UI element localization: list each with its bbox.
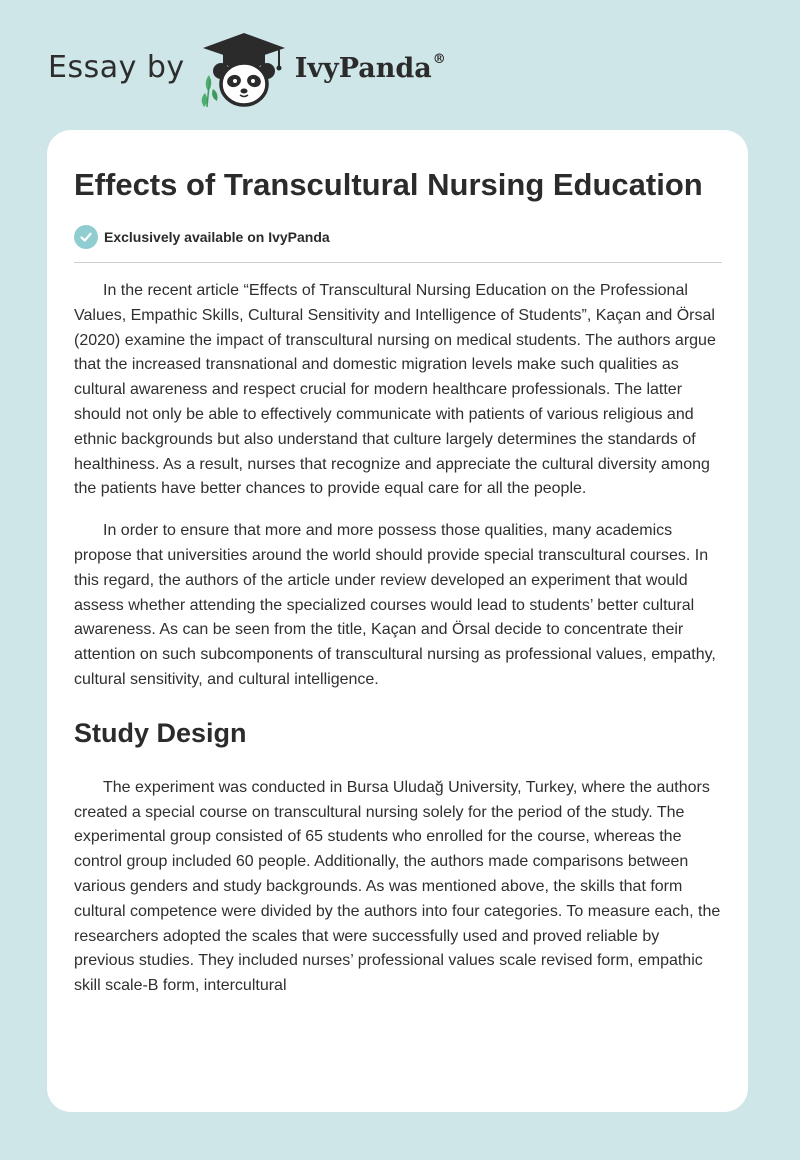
essay-paragraph: In order to ensure that more and more possess those qualities, many academics propose that universities around the world should provide special transcultural courses. In this regard, the authors of the article under review developed an experiment that would assess whether attending the specialized courses would lead to students’ better cultural awareness. As can be seen from the title, Kaçan and Örsal decide to concentrate their attention on such subcomponents of transcultural nursing as professional values, empathy, cultural sensitivity, and cultural intelligence. [74,522,716,688]
essay-card [47,130,748,1112]
ivypanda-logo-icon [199,31,289,109]
exclusive-badge [74,225,722,263]
site-header-logo[interactable] [48,30,446,110]
essay-by-label: Essay by [48,49,185,85]
check-circle-icon [74,225,98,249]
brand-name: IvyPanda® [294,52,446,84]
section-heading: Study Design [74,717,247,748]
essay-title: Effects of Transcultural Nursing Education [74,167,703,202]
essay-content [47,130,748,999]
exclusive-label: Exclusively available on IvyPanda [104,229,330,245]
registered-mark: ® [432,52,446,67]
essay-paragraph: In the recent article “Effects of Transcultural Nursing Education on the Professional Values, Empathic Skills, Cultural Sensitivity and Intelligence of Students”, Kaçan and Örsal (2020) examine the impact of transcultural nursing on medical students. The authors argue that the increased transnational and domestic migration levels make such qualities as cultural awareness and respect crucial for modern healthcare professionals. The latter should not only be able to effectively communicate with patients of various religious and ethnic backgrounds but also understand that culture largely determines the standards of healthiness. As a result, nurses that recognize and appreciate the cultural diversity among the patients have better chances to provide equal care for all the people. [74,282,716,498]
essay-paragraph: The experiment was conducted in Bursa Uludağ University, Turkey, where the authors created a special course on transcultural nursing solely for the period of the study. The experimental group consisted of 65 students who enrolled for the course, whereas the control group included 60 people. Additionally, the authors made comparisons between various genders and study backgrounds. As was mentioned above, the skills that form cultural competence were divided by the authors into four categories. To measure each, the researchers adopted the scales that were successfully used and proved reliable by previous studies. They included nurses’ professional values scale revised form, empathic skill scale-B form, intercultural [74,778,721,995]
